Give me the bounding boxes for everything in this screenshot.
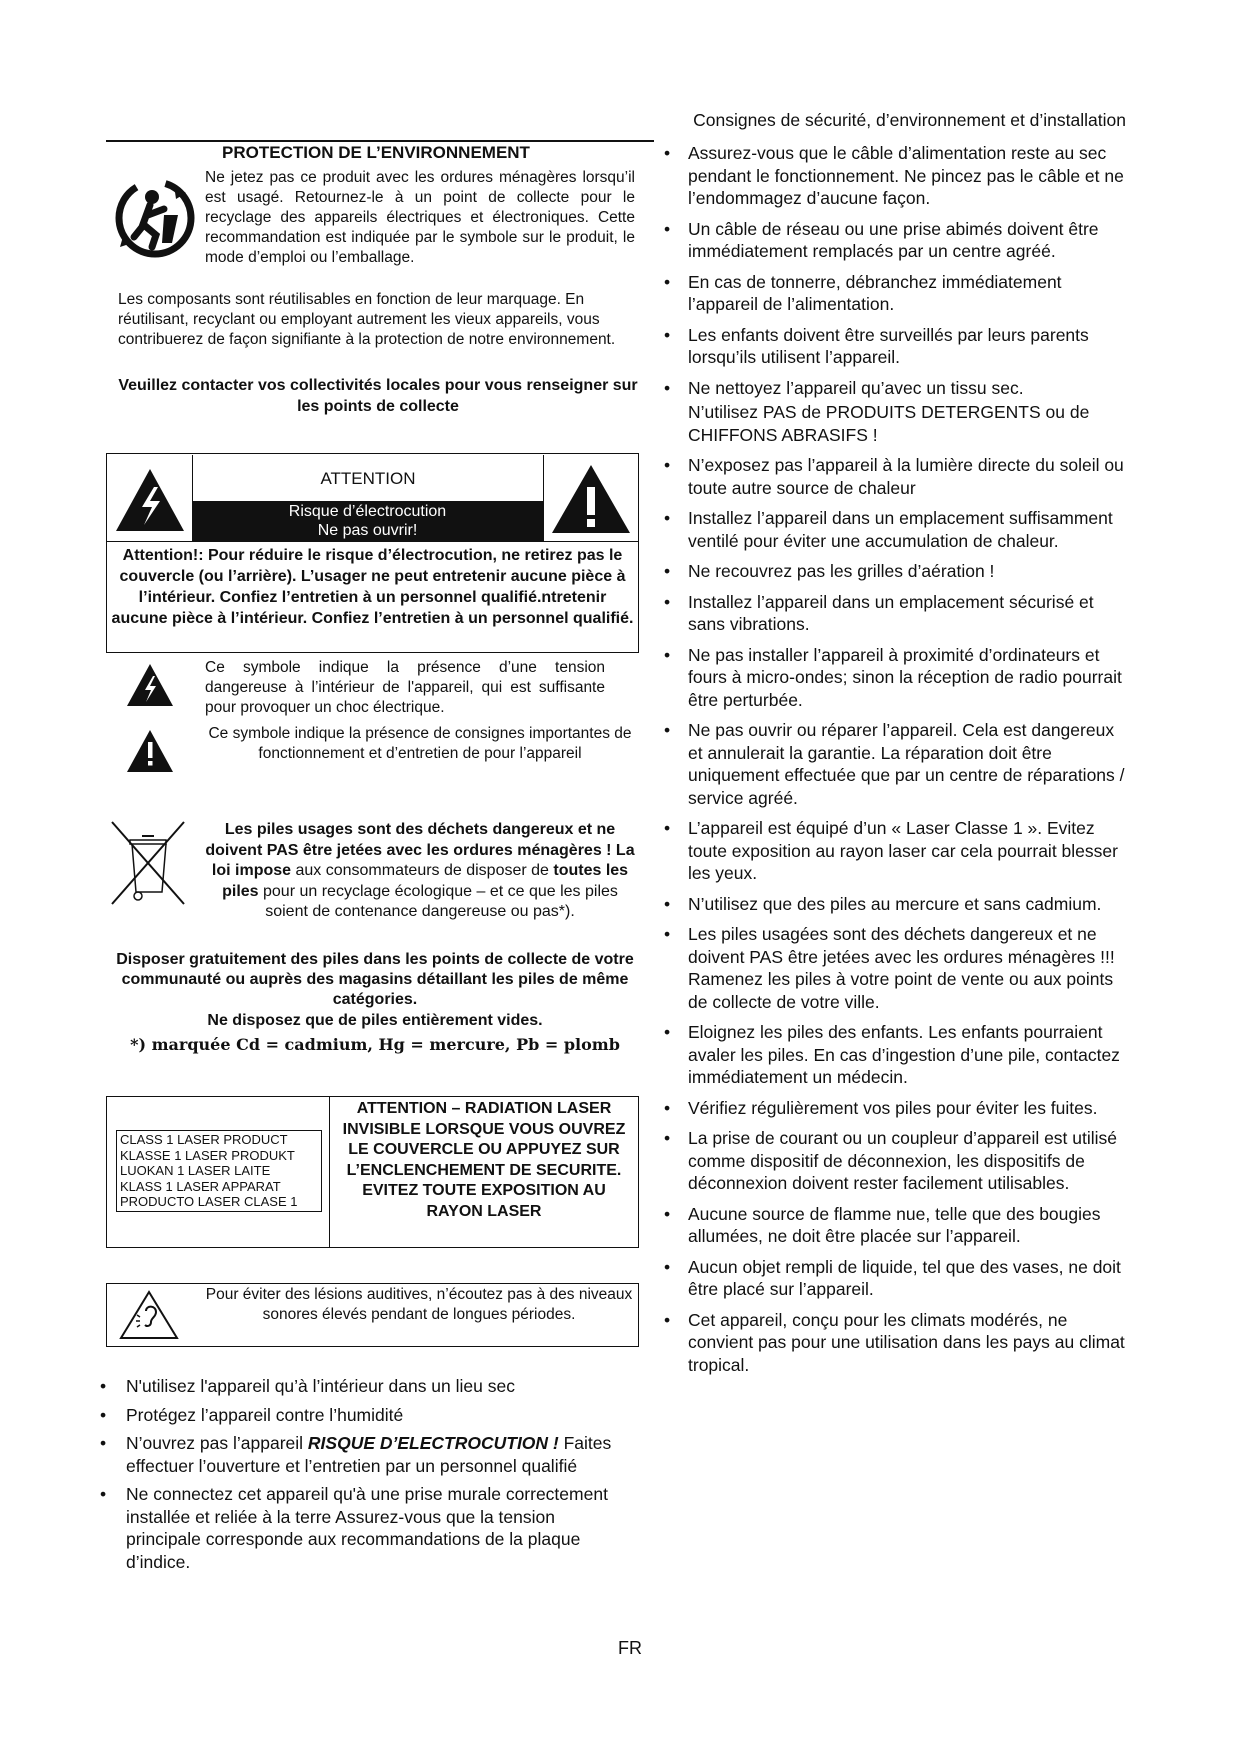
list-item-text: Ne nettoyez l’appareil qu’avec un tissu sec. bbox=[688, 377, 1024, 398]
shock-before: N’ouvrez pas l’appareil bbox=[126, 1433, 308, 1453]
bullet: • bbox=[664, 893, 671, 914]
list-item-text: Installez l’appareil dans un emplacement sécurisé et sans vibrations. bbox=[688, 591, 1094, 634]
list-item bbox=[660, 218, 1130, 263]
list-item-text: Installez l’appareil dans un emplacement suffisamment ventilé pour éviter une accumulation de chaleur. bbox=[688, 508, 1113, 551]
bullet: • bbox=[664, 1022, 671, 1042]
bullet: • bbox=[664, 143, 671, 163]
risk-line-1: Risque d’électrocution bbox=[288, 503, 447, 520]
list-item bbox=[660, 591, 1130, 636]
laser-label-line: KLASS 1 LASER APPARAT bbox=[120, 1178, 281, 1194]
lightning-symbol-text: Ce symbole indique la présence d’une tension dangereuse à l’intérieur de l'appareil, qui est suffisante pour provoquer un choc électrique. bbox=[205, 659, 605, 716]
list-item bbox=[660, 644, 1130, 712]
list-item-text: Ne recouvrez pas les grilles d’aération ! bbox=[688, 561, 995, 581]
header-rule bbox=[646, 140, 654, 142]
bullet: • bbox=[664, 561, 671, 581]
recycle-person-icon bbox=[112, 175, 198, 261]
bullet: • bbox=[664, 1203, 671, 1224]
bullet: • bbox=[664, 218, 671, 239]
list-item-text: Ne pas ouvrir ou réparer l’appareil. Cela est dangereux et annulerait la garantie. La réparation doit être uniquement effectuée que par un centre de réparations / service agréé. bbox=[688, 720, 1125, 808]
bullet: • bbox=[664, 455, 671, 475]
environment-text: Ne jetez pas ce produit avec les ordures ménagères lorsqu’il est usagé. Retournez-le à un point de collecte pour le recyclage des appareils électriques et électroniques. Cette recommandation est indiquée par le symbole sur le produit, le mode d’emploi ou l’emballage. bbox=[205, 169, 635, 266]
bullet: • bbox=[664, 818, 671, 838]
list-item-text: Aucune source de flamme nue, telle que des bougies allumées, ne doit être placée sur l’appareil. bbox=[688, 1203, 1101, 1246]
page-number: FR bbox=[618, 1638, 642, 1658]
list-item-text: N’utilisez que des piles au mercure et sans cadmium. bbox=[688, 893, 1102, 914]
list-item bbox=[98, 1483, 618, 1573]
list-item-text: Vérifiez régulièrement vos piles pour éviter les fuites. bbox=[688, 1097, 1098, 1118]
right-header: Consignes de sécurité, d’environnement et d’installation bbox=[693, 110, 1126, 130]
laser-label-line: CLASS 1 LASER PRODUCT bbox=[120, 1132, 288, 1147]
left-safety-list bbox=[98, 1375, 618, 1579]
laser-label-line: KLASSE 1 LASER PRODUKT bbox=[120, 1147, 295, 1163]
bullet: • bbox=[100, 1484, 107, 1504]
bullet: • bbox=[100, 1376, 107, 1396]
list-item bbox=[660, 271, 1130, 316]
exclamation-symbol-icon bbox=[125, 728, 175, 774]
attention-title: ATTENTION bbox=[192, 455, 543, 503]
batteries-bold-2: toutes les piles bbox=[222, 862, 629, 900]
batteries-normal-1: aux consommateurs de disposer de bbox=[291, 862, 554, 879]
right-safety-list bbox=[660, 142, 1130, 1384]
exclamation-warning-icon bbox=[543, 455, 637, 541]
list-item bbox=[660, 1021, 1130, 1089]
list-item bbox=[660, 923, 1130, 1013]
list-item-text: Aucun objet rempli de liquide, tel que des vases, ne doit être placé sur l’appareil. bbox=[688, 1256, 1121, 1299]
list-item bbox=[660, 719, 1130, 809]
exclamation-symbol-text: Ce symbole indique la présence de consignes importantes de fonctionnement et d’entretien de pour l’appareil bbox=[208, 725, 632, 762]
laser-divider bbox=[329, 1096, 330, 1248]
bullet: • bbox=[664, 1128, 671, 1148]
shock-emphasis: RISQUE D’ELECTROCUTION ! bbox=[307, 1433, 559, 1453]
list-item bbox=[660, 401, 1130, 446]
shock-after: Faites effectuer l’ouverture et l’entretien par un personnel qualifié bbox=[126, 1433, 612, 1476]
list-item bbox=[98, 1375, 618, 1398]
list-item-text bbox=[126, 1432, 618, 1477]
attention-separator bbox=[106, 541, 639, 542]
list-item-text: Les piles usagées sont des déchets dangereux et ne doivent PAS être jetées avec les ordures ménagères !!! Ramenez les piles à votre point de vente ou aux points de collecte de votre ville. bbox=[688, 924, 1115, 1012]
batteries-note: *) marquée Cd = cadmium, Hg = mercure, Pb = plomb bbox=[130, 1035, 620, 1054]
lightning-warning-icon bbox=[108, 455, 192, 541]
hearing-ear-icon bbox=[118, 1289, 180, 1341]
bullet: • bbox=[664, 271, 671, 292]
bullet: • bbox=[664, 591, 671, 612]
bullet: • bbox=[664, 720, 671, 740]
list-item-text: Les enfants doivent être surveillés par leurs parents lorsqu’ils utilisent l’appareil. bbox=[688, 324, 1089, 367]
list-item-text: Ne pas installer l’appareil à proximité d’ordinateurs et fours à micro-ondes; sinon la réception de radio pourrait être perturbée. bbox=[688, 644, 1122, 710]
list-item bbox=[98, 1404, 618, 1427]
list-item-text: Protégez l’appareil contre l’humidité bbox=[126, 1404, 404, 1425]
list-item-text: Un câble de réseau ou une prise abimés doivent être immédiatement remplacés par un centre agréé. bbox=[688, 218, 1099, 261]
list-item bbox=[660, 507, 1130, 552]
bullet: • bbox=[664, 1309, 671, 1330]
crossed-bin-icon bbox=[108, 818, 188, 908]
lightning-symbol-icon bbox=[125, 662, 175, 708]
list-item-text: La prise de courant ou un coupleur d’appareil est utilisé comme dispositif de déconnexion, les dispositifs de déconnexion doivent rester facilement utilisables. bbox=[688, 1128, 1118, 1193]
attention-risk-banner bbox=[192, 501, 543, 541]
list-item bbox=[660, 1097, 1130, 1120]
hearing-text: Pour éviter des lésions auditives, n’écoutez pas à des niveaux sonores élevés pendant de longues périodes. bbox=[205, 1286, 633, 1323]
list-item-text: En cas de tonnerre, débranchez immédiatement l’appareil de l’alimentation. bbox=[688, 271, 1062, 314]
environment-title: PROTECTION DE L’ENVIRONNEMENT bbox=[106, 140, 646, 163]
environment-contact: Veuillez contacter vos collectivités locales pour vous renseigner sur les points de collecte bbox=[118, 377, 638, 415]
list-item-text: N’exposez pas l’appareil à la lumière directe du soleil ou toute autre source de chaleur bbox=[688, 455, 1124, 498]
list-item bbox=[98, 1432, 618, 1477]
list-item-text: Assurez-vous que le câble d’alimentation reste au sec pendant le fonctionnement. Ne pincez pas le câble et ne l’endommagez d’aucune façon. bbox=[688, 143, 1124, 208]
detergents-text: N’utilisez PAS de PRODUITS DETERGENTS ou de CHIFFONS ABRASIFS ! bbox=[688, 402, 1090, 445]
bullet: • bbox=[664, 377, 671, 398]
list-item-text: L’appareil est équipé d’un « Laser Classe 1 ». Evitez toute exposition au rayon laser car cela pourrait blesser les yeux. bbox=[688, 818, 1118, 883]
bullet: • bbox=[664, 1097, 671, 1118]
bullet: • bbox=[664, 324, 671, 345]
list-item bbox=[660, 142, 1130, 210]
list-item-text: Eloignez les piles des enfants. Les enfants pourraient avaler les piles. En cas d’ingestion d’une pile, contactez immédiatement un médecin. bbox=[688, 1022, 1120, 1087]
list-item-text: Ne connectez cet appareil qu'à une prise murale correctement installée et reliée à la terre Assurez-vous que la tension principale corresponde aux recommandations de la plaque d’indice. bbox=[126, 1484, 608, 1572]
bullet: • bbox=[664, 508, 671, 528]
bullet: • bbox=[664, 924, 671, 944]
batteries-normal-2: pour un recyclage écologique – et ce que les piles soient de contenance dangereuse ou pas*). bbox=[258, 882, 618, 920]
risk-line-2: Ne pas ouvrir! bbox=[317, 522, 418, 539]
batteries-empty-only: Ne disposez que de piles entièrement vides. bbox=[207, 1012, 543, 1029]
list-item bbox=[660, 893, 1130, 916]
list-item bbox=[660, 1309, 1130, 1377]
list-item bbox=[660, 454, 1130, 499]
list-item bbox=[660, 560, 1130, 583]
bullet: • bbox=[100, 1433, 107, 1453]
list-item bbox=[660, 377, 1130, 400]
laser-warning-text: ATTENTION – RADIATION LASER INVISIBLE LORSQUE VOUS OUVREZ LE COUVERCLE OU APPUYEZ SUR L’ENCLENCHEMENT DE SECURITE. EVITEZ TOUTE EXPOSITION AU RAYON LASER bbox=[342, 1100, 626, 1220]
laser-label-line: PRODUCTO LASER CLASE 1 bbox=[120, 1194, 298, 1209]
bullet: • bbox=[100, 1404, 107, 1425]
batteries-bold-1: Les piles usages sont des déchets dangereux et ne doivent PAS être jetées avec les ordures ménagères ! La loi impose bbox=[205, 821, 635, 879]
environment-paragraph: Les composants sont réutilisables en fonction de leur marquage. En réutilisant, recyclant ou employant autrement les vieux appareils, vous contribuerez de façon signifiante à la protection de notre environnement. bbox=[118, 291, 616, 348]
laser-class-label bbox=[116, 1130, 322, 1212]
list-item bbox=[660, 817, 1130, 885]
list-item bbox=[660, 1203, 1130, 1248]
attention-warning-text: Attention!: Pour réduire le risque d’électrocution, ne retirez pas le couvercle (ou l’arrière). L’usager ne peut entretenir aucune pièce à l’intérieur. Confiez l’entretien à un personnel qualifié.ntretenir aucune pièce à l’intérieur. Confiez l’entretien à un personnel qualifié. bbox=[111, 547, 634, 627]
list-item-text: N'utilisez l'appareil qu’à l’intérieur dans un lieu sec bbox=[126, 1376, 515, 1396]
bullet: • bbox=[664, 1256, 671, 1277]
laser-label-line: LUOKAN 1 LASER LAITE bbox=[120, 1163, 271, 1178]
list-item bbox=[660, 1256, 1130, 1301]
list-item bbox=[660, 324, 1130, 369]
bullet: • bbox=[664, 644, 671, 665]
list-item-text: Cet appareil, conçu pour les climats modérés, ne convient pas pour une utilisation dans les pays au climat tropical. bbox=[688, 1309, 1125, 1375]
batteries-free-disposal: Disposer gratuitement des piles dans les points de collecte de votre communauté ou auprès des magasins détaillant les piles de même catégories. bbox=[116, 951, 634, 1008]
batteries-text bbox=[200, 820, 640, 923]
list-item bbox=[660, 1127, 1130, 1195]
